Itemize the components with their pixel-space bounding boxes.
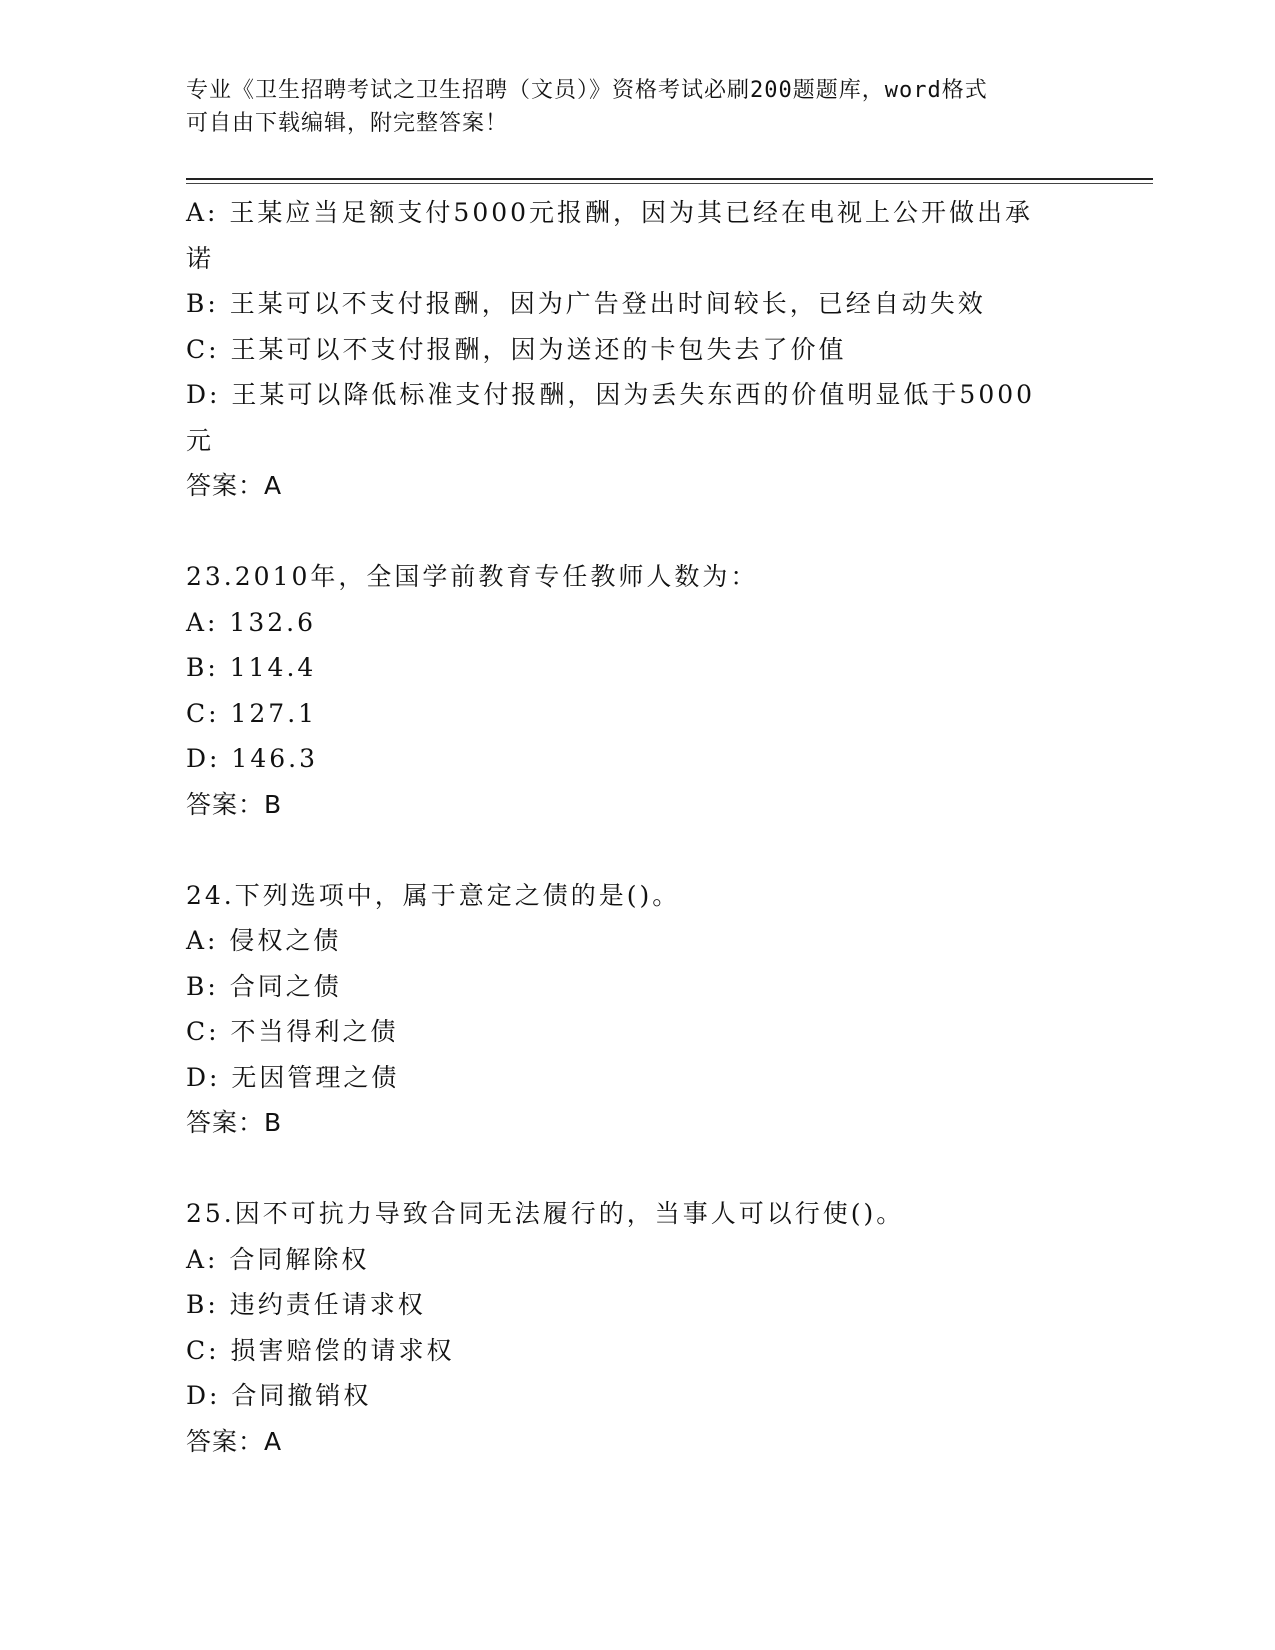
answer: 答案：B	[186, 1108, 283, 1137]
question-22	[186, 190, 1086, 509]
option-b: B: 违约责任请求权	[186, 1290, 426, 1319]
option-d: D: 146.3	[186, 744, 318, 773]
answer: 答案：A	[186, 471, 283, 500]
option-c: C: 127.1	[186, 698, 318, 728]
option-a: A: 王某应当足额支付5000元报酬，因为其已经在电视上公开做出承	[186, 198, 1034, 227]
option-d-continuation: 元	[186, 425, 215, 455]
option-b: B: 合同之债	[186, 971, 342, 1001]
answer: 答案：B	[186, 789, 283, 819]
answer: 答案：A	[186, 1426, 283, 1456]
option-c: C: 不当得利之债	[186, 1017, 399, 1046]
option-a-continuation: 诺	[186, 243, 215, 273]
option-d: D: 无因管理之债	[186, 1062, 400, 1092]
header-divider-thin	[186, 183, 1153, 184]
document-header	[186, 74, 1086, 140]
spacer	[186, 1146, 1086, 1192]
question-text: 24.下列选项中，属于意定之债的是()。	[186, 880, 681, 910]
spacer	[186, 827, 1086, 873]
question-24	[186, 873, 1086, 1146]
option-a: A: 132.6	[186, 607, 316, 637]
option-b: B: 114.4	[186, 653, 317, 682]
spacer	[186, 509, 1086, 555]
question-list	[186, 190, 1086, 1464]
option-b: B: 王某可以不支付报酬，因为广告登出时间较长，已经自动失效	[186, 289, 986, 318]
option-c: C: 损害赔偿的请求权	[186, 1335, 455, 1365]
header-line-2: 可自由下载编辑，附完整答案！	[186, 111, 509, 136]
header-line-1: 专业《卫生招聘考试之卫生招聘（文员）》资格考试必刷200题题库，word格式	[186, 78, 988, 103]
option-a: A: 合同解除权	[186, 1244, 370, 1274]
question-text: 23.2010年，全国学前教育专任教师人数为：	[186, 562, 759, 591]
question-23	[186, 554, 1086, 827]
option-a: A: 侵权之债	[186, 926, 342, 955]
question-25	[186, 1191, 1086, 1464]
option-d: D: 王某可以降低标准支付报酬，因为丢失东西的价值明显低于5000	[186, 380, 1036, 409]
header-divider-thick	[186, 178, 1153, 180]
option-d: D: 合同撤销权	[186, 1381, 372, 1410]
question-text: 25.因不可抗力导致合同无法履行的，当事人可以行使()。	[186, 1199, 905, 1228]
option-c: C: 王某可以不支付报酬，因为送还的卡包失去了价值	[186, 334, 847, 364]
